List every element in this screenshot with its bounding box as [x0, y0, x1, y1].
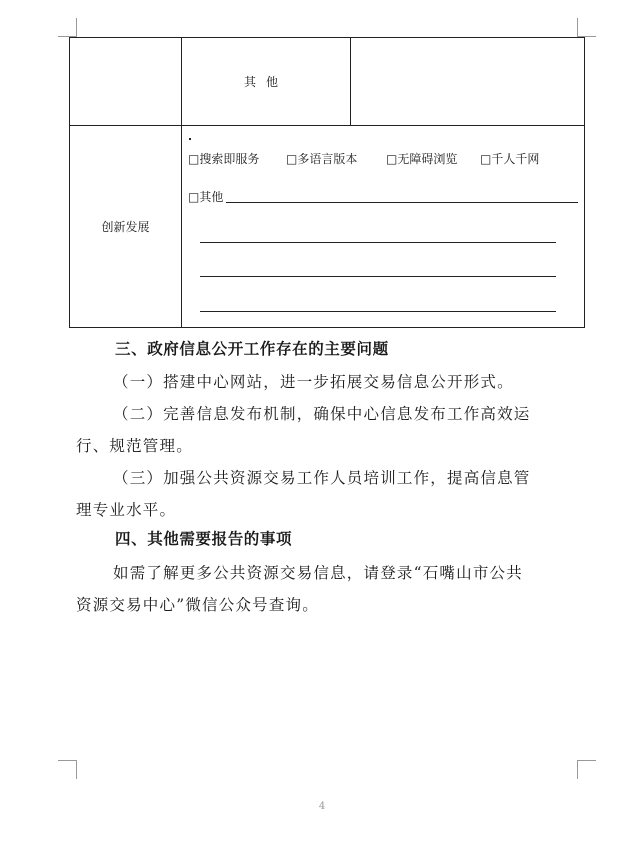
section-3-item-3: （三）加强公共资源交易工作人员培训工作，提高信息管 — [113, 469, 531, 487]
section-4-line-2: 资源交易中心”微信公众号查询。 — [76, 596, 319, 614]
option-personalized: □千人千网 — [480, 152, 540, 166]
innovation-options-cell — [182, 126, 585, 328]
option-search-as-service: □搜索即服务 — [188, 152, 260, 166]
table-row-innovation — [70, 126, 585, 328]
section-4-heading: 四、其他需要报告的事项 — [115, 529, 293, 548]
section-3-heading: 三、政府信息公开工作存在的主要问题 — [115, 339, 389, 358]
other-value-cell — [351, 38, 585, 126]
info-disclosure-table — [69, 37, 585, 328]
section-3-item-1: （一）搭建中心网站，进一步拓展交易信息公开形式。 — [113, 373, 514, 391]
table-row-other — [70, 38, 585, 126]
section-3-item-2: （二）完善信息发布机制，确保中心信息发布工作高效运 — [113, 405, 531, 423]
crop-mark-top-right — [577, 18, 596, 37]
page-number: 4 — [318, 801, 326, 812]
crop-mark-bottom-right — [577, 760, 596, 779]
option-other: □其他 — [188, 190, 224, 204]
blank-line-3 — [200, 311, 556, 312]
section-3-item-2-cont: 行、规范管理。 — [76, 437, 193, 455]
section-3-item-3-cont: 理专业水平。 — [76, 501, 177, 519]
other-label-cell — [182, 38, 351, 126]
crop-mark-top-left — [58, 18, 77, 37]
other-underline — [226, 202, 578, 203]
option-accessible: □无障碍浏览 — [386, 152, 458, 166]
stray-mark — [189, 138, 191, 140]
other-label: 其他 — [243, 75, 288, 89]
empty-cell — [70, 38, 182, 126]
innovation-label-cell — [70, 126, 182, 328]
blank-line-2 — [200, 276, 556, 277]
crop-mark-bottom-left — [58, 760, 77, 779]
option-multilingual: □多语言版本 — [286, 152, 358, 166]
innovation-label: 创新发展 — [101, 220, 150, 234]
section-4-line-1: 如需了解更多公共资源交易信息，请登录“石嘴山市公共 — [113, 564, 523, 582]
blank-line-1 — [200, 242, 556, 243]
